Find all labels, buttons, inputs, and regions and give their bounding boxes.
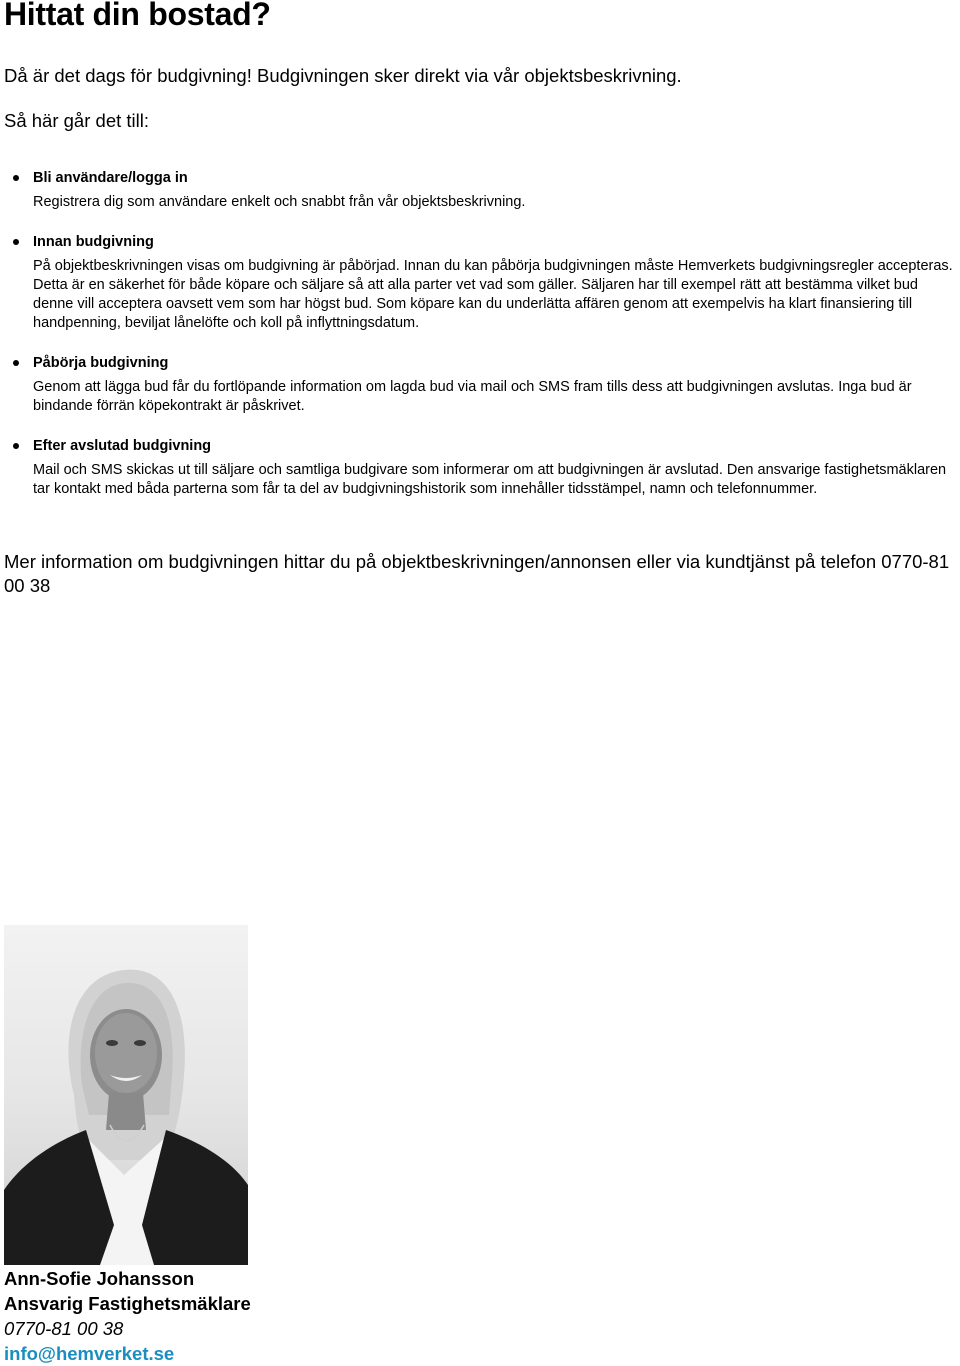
step-text: Registrera dig som användare enkelt och snabbt från vår objektsbeskrivning. bbox=[33, 194, 526, 210]
bullet-icon bbox=[13, 239, 19, 245]
step-text: På objektbeskrivningen visas om budgivning är påbörjad. Innan du kan påbörja budgivningen måste Hemverkets budgivningsregler accepteras. Detta är en säkerhet för både köpare och säljare så att alla parter vet vad som gäller. Säljaren har till exempel rätt att bestämma vilket bud denne vill acceptera oavsett vem som har högst bud. Som köpare kan du underlätta affären genom att exempelvis ha klart finansiering till handpenning, beviljat lånelöfte och koll på inflyttningsdatum. bbox=[33, 258, 953, 331]
step-text: Mail och SMS skickas ut till säljare och samtliga budgivare som informerar om att budgivningen är avslutad. Den ansvarige fastighetsmäklaren tar kontakt med båda parterna som får ta del av budgivningshistorik som innehåller tidsstämpel, namn och telefonnummer. bbox=[33, 462, 947, 497]
step-title: Påbörja budgivning bbox=[33, 355, 169, 371]
bullet-icon bbox=[13, 175, 19, 181]
email-link[interactable]: info@hemverket.se bbox=[4, 1343, 175, 1364]
agent-role: Ansvarig Fastighetsmäklare bbox=[4, 1293, 251, 1314]
list-item bbox=[0, 436, 960, 499]
agent-phone: 0770-81 00 38 bbox=[4, 1318, 124, 1339]
step-title: Efter avslutad budgivning bbox=[33, 438, 212, 454]
list-item bbox=[0, 232, 960, 333]
step-title: Bli användare/logga in bbox=[33, 170, 188, 186]
step-title: Innan budgivning bbox=[33, 234, 154, 250]
step-text: Genom att lägga bud får du fortlöpande information om lagda bud via mail och SMS fram tills dess att budgivningen avslutas. Inga bud är bindande förrän köpekontrakt är påskrivet. bbox=[33, 379, 912, 414]
more-info-text: Mer information om budgivningen hittar du på objektbeskrivningen/annonsen eller via kundtjänst på telefon 0770-81 00 38 bbox=[4, 551, 950, 596]
howto-heading: Så här går det till: bbox=[4, 110, 149, 131]
agent-photo bbox=[4, 925, 248, 1265]
bullet-icon bbox=[13, 443, 19, 449]
bullet-icon bbox=[13, 360, 19, 366]
list-item bbox=[0, 168, 960, 212]
intro-text: Då är det dags för budgivning! Budgivningen sker direkt via vår objektsbeskrivning. bbox=[4, 65, 682, 86]
steps-list bbox=[0, 168, 960, 519]
portrait-image bbox=[4, 925, 248, 1265]
page-title: Hittat din bostad? bbox=[4, 0, 271, 32]
list-item bbox=[0, 353, 960, 416]
contact-block bbox=[4, 1266, 251, 1366]
agent-name: Ann-Sofie Johansson bbox=[4, 1268, 195, 1289]
